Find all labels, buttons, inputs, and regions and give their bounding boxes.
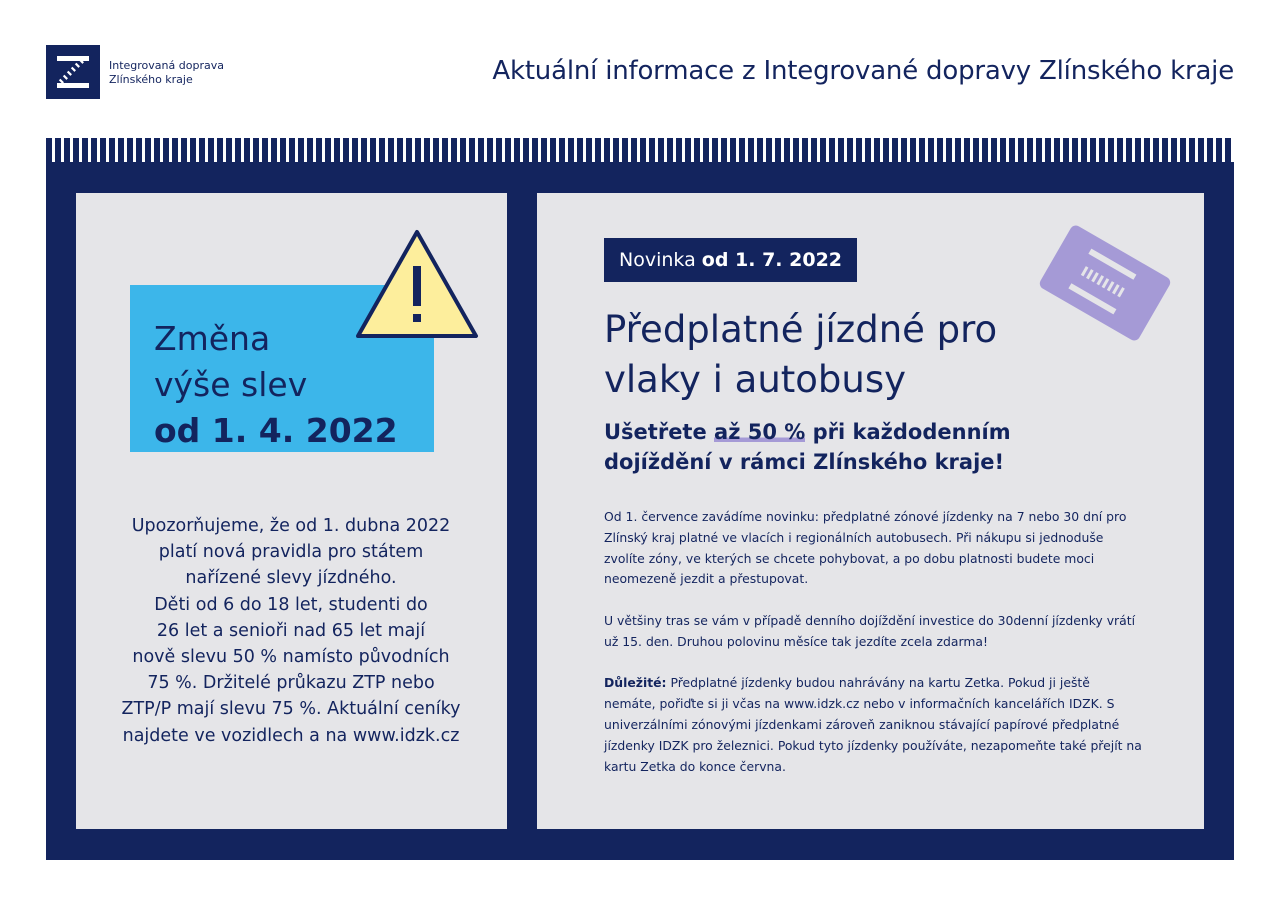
notice-line: ZTP/P mají slevu 75 %. Aktuální ceníky [121,699,461,720]
board-stripe [46,138,1234,162]
notice-line: najdete ve vozidlech a na www.idzk.cz [122,725,460,746]
left-notice-text [91,513,491,749]
notice-line: nově slevu 50 % namísto původních [132,647,450,668]
brand-name [109,59,224,87]
subheadline [604,417,1084,477]
important-label: Důležité: [604,675,667,691]
subhead-after: při každodenním dojíždění v rámci Zlínského kraje! [604,420,1011,474]
alert-heading-date: od 1. 4. 2022 [154,411,398,450]
badge-prefix: Novinka [619,249,696,271]
subhead-before: Ušetřete [604,420,707,444]
body-copy [604,507,1144,798]
notice-line: platí nová pravidla pro státem [158,542,424,563]
notice-line: Upozorňujeme, že od 1. dubna 2022 [131,516,451,536]
paragraph-3 [604,673,1144,777]
badge-date: od 1. 7. 2022 [701,249,843,271]
paragraph-2: U většiny tras se vám v případě denního dojíždění investice do 30denní jízdenky vrátí už 15. den. Druhou polovinu měsíce tak jezdíte zcela zdarma! [604,612,1136,649]
idzk-logo-icon [46,45,100,99]
brand-line-2: Zlínského kraje [109,73,193,86]
notice-line: 75 %. Držitelé průkazu ZTP nebo [147,673,435,694]
alert-heading-line-2: výše slev [154,365,308,404]
page-title: Aktuální informace z Integrované dopravy Zlínského kraje [492,56,1234,86]
notice-line: 26 let a senioři nad 65 let mají [156,620,426,641]
novinka-badge [604,238,857,282]
important-text: Předplatné jízdenky budou nahrávány na kartu Zetka. Pokud ji ještě nemáte, pořiďte si ji včas na www.idzk.cz nebo v informačních kancelářích IDZK. S univerzálními zónovými jízdenkami zároveň zaniknou stávající papírové předplatné jízdenky IDZK pro železnici. Pokud tyto jízdenky používáte, nezapomeňte také přejít na kartu Zetka do konce června. [604,675,1142,774]
brand-line-1: Integrovaná doprava [109,59,224,72]
subhead-highlight: až 50 % [714,420,806,444]
notice-line: nařízené slevy jízdného. [185,568,397,589]
paragraph-1: Od 1. července zavádíme novinku: předplatné zónové jízdenky na 7 nebo 30 dní pro Zlínský kraj platné ve vlacích i regionálních autobusech. Při nákupu si jednoduše zvolíte zóny, ve kterých se chcete pohybovat, a po dobu platnosti budete moci neomezeně jezdit a přestupovat. [604,509,1127,587]
warning-triangle-icon [354,228,480,340]
headline: Předplatné jízdné pro vlaky i autobusy [604,308,998,401]
alert-heading-line-1: Změna [154,319,271,358]
notice-line: Děti od 6 do 18 let, studenti do [154,594,428,615]
